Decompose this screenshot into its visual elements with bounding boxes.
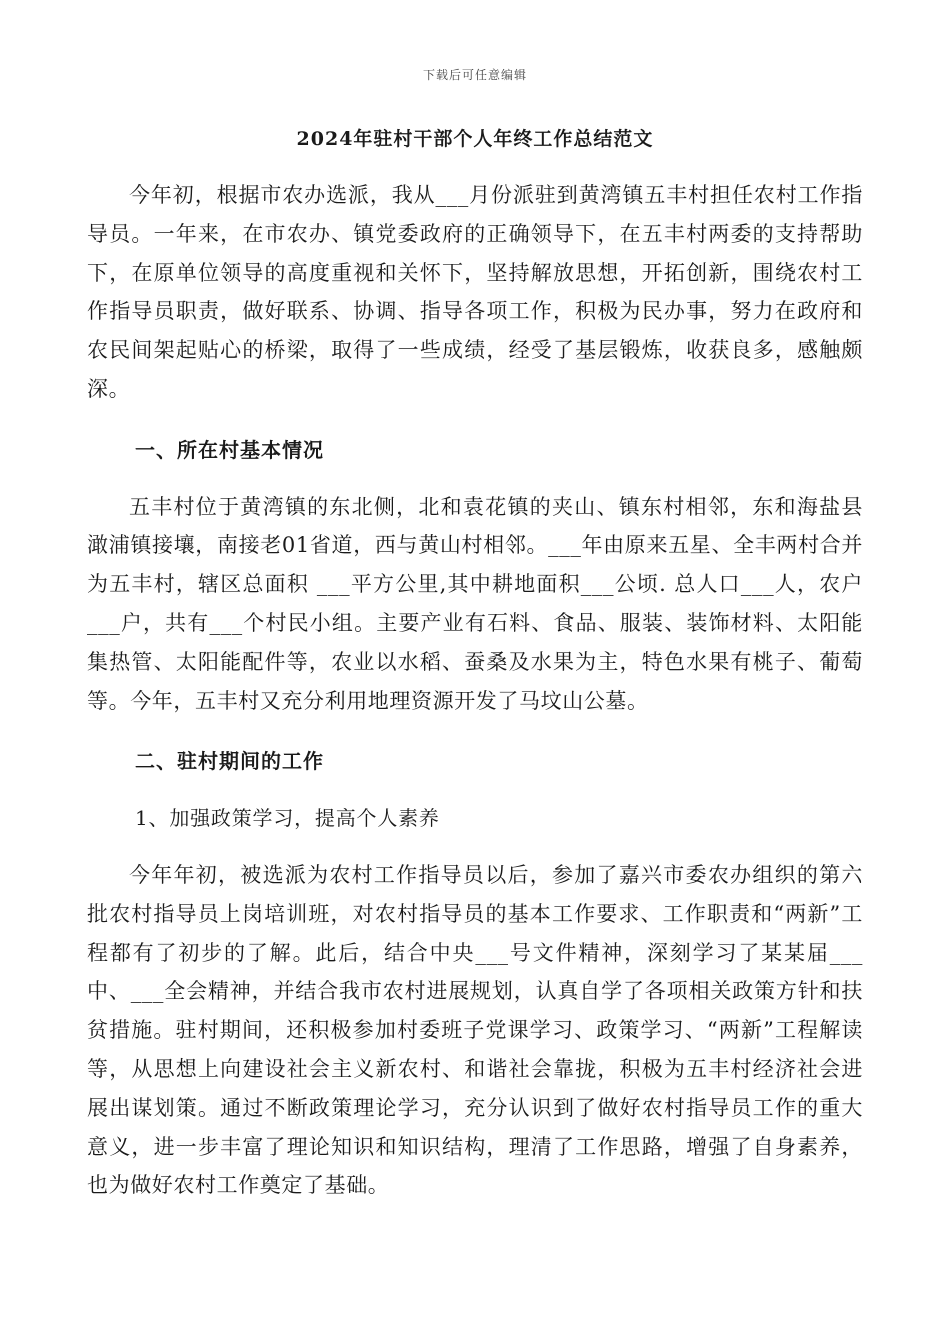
policy-study-paragraph: 今年年初，被选派为农村工作指导员以后，参加了嘉兴市委农办组织的第六批农村指导员上岗培训班，对农村指导员的基本工作要求、工作职责和“两新”工程都有了初步的了解。此后，结合中央___号文件精神，深刻学习了某某届___中、___全会精神，并结合我市农村进展规划，认真自学了各项相关政策方针和扶贫措施。驻村期间，还积极参加村委班子党课学习、政策学习、“两新”工程解读等，从思想上向建设社会主义新农村、和谐社会靠拢，积极为五丰村经济社会进展出谋划策。通过不断政策理论学习，充分认识到了做好农村指导员工作的重大意义，进一步丰富了理论知识和知识结构，理清了工作思路，增强了自身素养，也为做好农村工作奠定了基础。 (87, 862, 863, 1198)
document-title: 2024年驻村干部个人年终工作总结范文 (296, 128, 654, 150)
subsection-heading-1: 1、加强政策学习，提高个人素养 (135, 806, 440, 831)
document-body (87, 176, 863, 1205)
section-heading-1: 一、所在村基本情况 (135, 437, 324, 462)
section-heading-2: 二、驻村期间的工作 (135, 749, 324, 774)
header-note: 下载后可任意编辑 (422, 68, 527, 82)
village-info-paragraph: 五丰村位于黄湾镇的东北侧，北和袁花镇的夹山、镇东村相邻，东和海盐县澉浦镇接壤，南接老01省道，西与黄山村相邻。___年由原来五星、全丰两村合并为五丰村，辖区总面积 ___平方公里,其中耕地面积___公顷. 总人口___人，农户___户，共有___个村民小组。主要产业有石料、食品、服装、装饰材料、太阳能集热管、太阳能配件等，农业以水稻、蚕桑及水果为主，特色水果有桃子、葡萄等。今年，五丰村又充分利用地理资源开发了马坟山公墓。 (87, 494, 863, 713)
intro-paragraph: 今年初，根据市农办选派，我从___月份派驻到黄湾镇五丰村担任农村工作指导员。一年来，在市农办、镇党委政府的正确领导下，在五丰村两委的支持帮助下，在原单位领导的高度重视和关怀下，坚持解放思想，开拓创新，围绕农村工作指导员职责，做好联系、协调、指导各项工作，积极为民办事，努力在政府和农民间架起贴心的桥梁，取得了一些成绩，经受了基层锻炼，收获良多，感触颇深。 (87, 183, 863, 401)
